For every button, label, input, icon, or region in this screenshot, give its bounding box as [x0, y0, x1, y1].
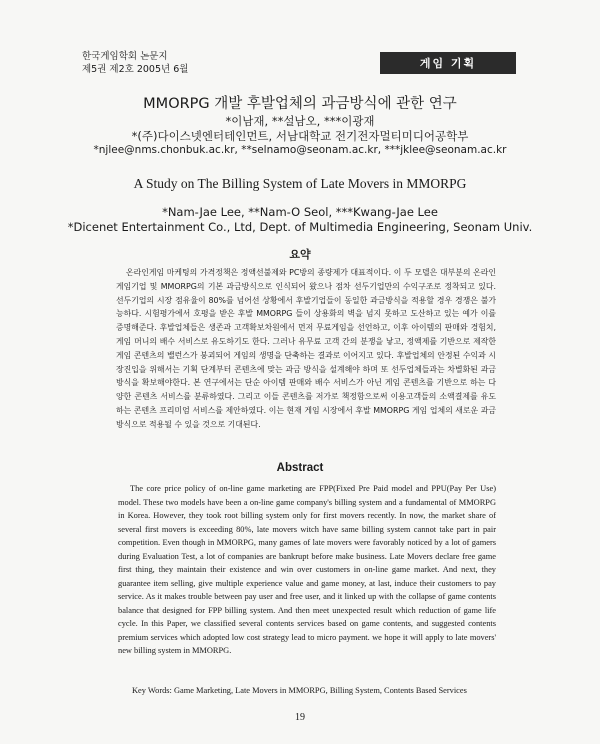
journal-header: [82, 50, 188, 76]
authors-korean: *이남재, **설남오, ***이광재: [225, 114, 375, 128]
page-number: 19: [295, 712, 305, 723]
english-abstract-heading: Abstract: [276, 462, 324, 474]
author-emails: *njlee@nms.chonbuk.ac.kr, **selnamo@seonam.ac.kr, ***jklee@seonam.ac.kr: [93, 144, 507, 156]
affiliations-korean: *(주)다이스넷엔터테인먼트, 서남대학교 전기전자멀티미디어공학부: [131, 129, 469, 143]
journal-volume: 제5권 제2호 2005년 6월: [82, 64, 189, 75]
keywords: Key Words: Game Marketing, Late Movers in MMORPG, Billing System, Contents Based Services: [132, 686, 467, 695]
paper-title-english: A Study on The Billing System of Late Movers in MMORPG: [133, 176, 467, 191]
authors-english: *Nam-Jae Lee, **Nam-O Seol, ***Kwang-Jae Lee: [162, 205, 438, 219]
paper-title-korean: MMORPG 개발 후발업체의 과금방식에 관한 연구: [143, 96, 457, 112]
korean-abstract-body: 온라인게임 마케팅의 가격정책은 정액선불제와 PC방의 종량제가 대표적이다. 이 두 모델은 대부분의 온라인게임기업 및 MMORPG의 기본 과금방식으로 인식되어 왔으나 점차 선두기업만의 수익구조로 정착되고 있다. 선두기업의 시장 점유율이 80%를 넘어선 상황에서 후발기업들이 동일한 과금방식을 적용할 경우 경쟁은 불가능하다. 시험평가에서 호평을 받은 후발 MMORPG 들이 상용화의 벽을 넘지 못하고 도산하고 있는 예가 이를 증명해준다. 후발업체들은 생존과 고객확보차원에서 먼저 무료게임을 선언하고, 이후 아이템의 판매와 경험치, 게임 머니의 배수 서비스로 유도하기도 한다. 그러나 유무료 고객 간의 분쟁을 낳고, 정액제를 기반으로 제작한 게임 콘텐츠의 밸런스가 붕괴되어 게임의 생명을 단축하는 결과로 이어지고 있다. 후발업체의 안정된 수익과 시장진입을 위해서는 기획 단계부터 콘텐츠에 맞는 과금 방식을 설계해야 하며 또 선두업체들과는 차별화된 과금방식을 확보해야한다. 본 연구에서는 단순 아이템 판매와 배수 서비스가 아닌 게임 콘텐츠를 기반으로 하는 다양한 콘텐츠 서비스를 분류하였다. 그리고 이들 콘텐츠를 저가로 책정함으로써 이용고객들의 소액결제를 유도하는 콘텐츠 프리미엄 서비스를 제안하였다. 이는 현재 게임 시장에서 후발 MMORPG 게임 업체의 새로운 과금방식으로 적용될 수 있을 것으로 기대된다.: [116, 268, 496, 429]
section-tag: 게임 기획: [380, 52, 516, 74]
english-abstract-body: The core price policy of on-line game marketing are FPP(Fixed Pre Paid model and PPU(Pay Per Use) model. These two models have been a on-line game company's billing system and a fundamental of MMORPG in Korea. However, they took root billing system only for first movers recently. In now, the market share of several first movers is exceeding 80%, late movers witch have same billing system cannot take part in pair competition. Even though in MMORPG, many games of late movers were favorably noticed by a lot of gamers during Evaluation Test, a lot of companies are bankrupt before make business. Late Movers declare free game first thing, they maintain their existence and win over customers in on-line game market. And next, they guarantee item selling, give multiple experience value and game money, at last, induce their customers to pay service. As it makes trouble between pay user and free user, and it linked up with the collapse of game contents balance that designed for FPP billing system. And then meet unexpected result which reduction of game life cycle. In this Paper, we classified several contents services based on game contents, and suggested contents premium services which adopted low cost strategy lead to micro payment. we hope it will apply to late movers' new billing system in MMORPG.: [118, 484, 496, 655]
korean-abstract-heading: 요약: [289, 248, 311, 261]
journal-name: 한국게임학회 논문지: [82, 51, 168, 62]
affiliations-english: *Dicenet Entertainment Co., Ltd, Dept. of Multimedia Engineering, Seonam Univ.: [67, 220, 533, 234]
